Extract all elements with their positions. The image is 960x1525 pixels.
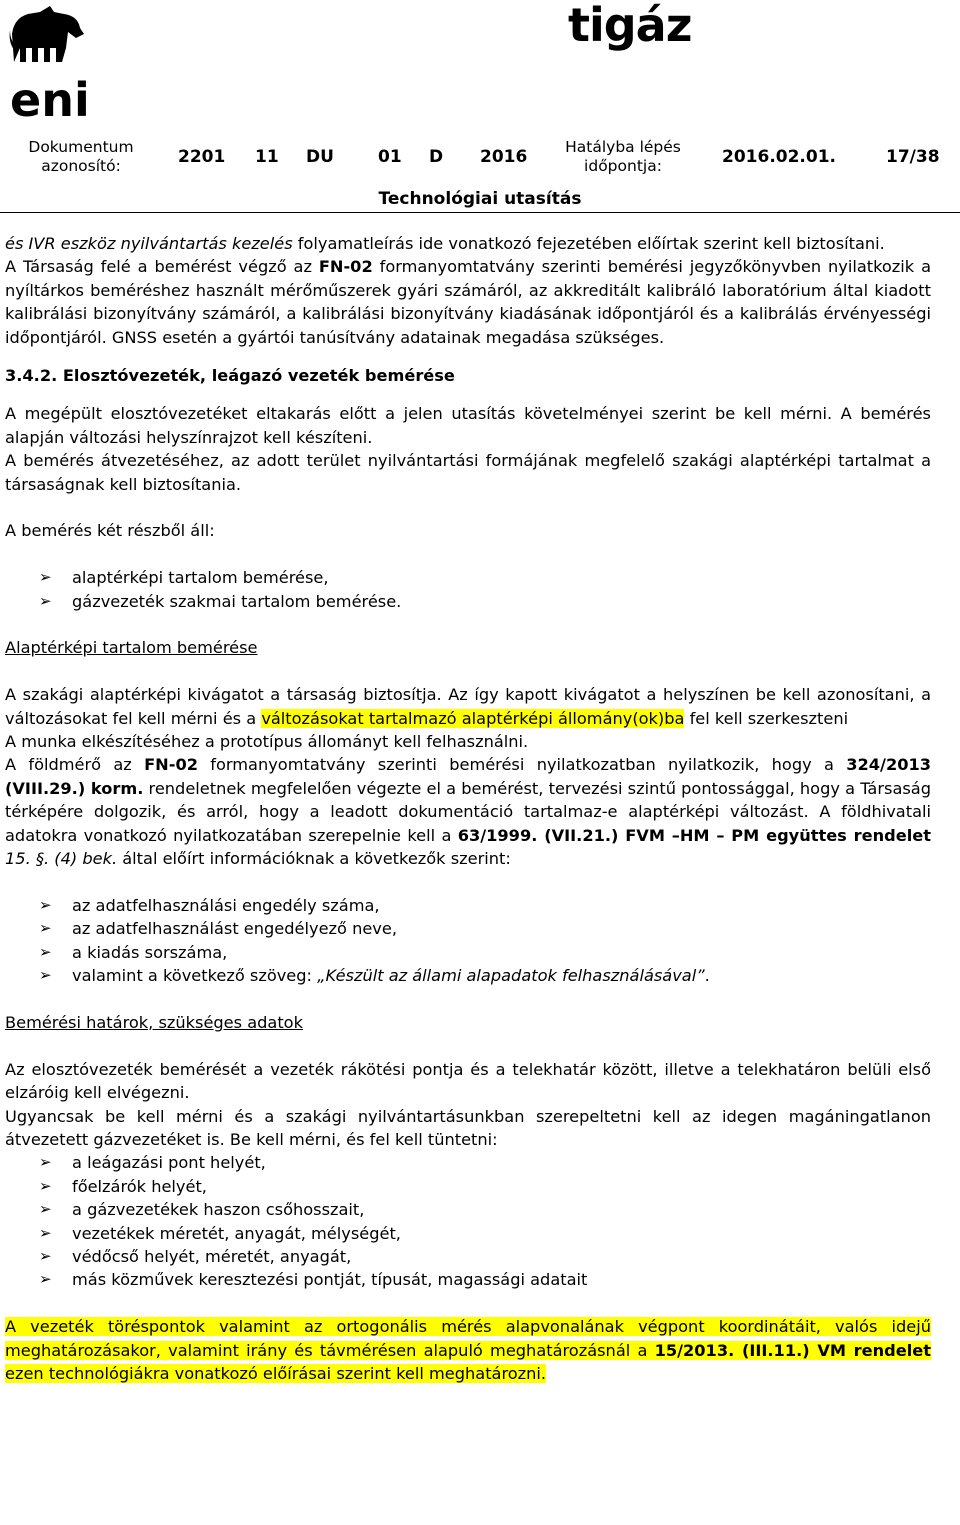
list-item: ➢ más közművek keresztezési pontját, típusát, magassági adatait	[5, 1268, 931, 1291]
paragraph: Az elosztóvezeték bemérését a vezeték rákötési pontja és a telekhatár között, illetve a telekhatáron belüli első elzáróig kell elvégezni.	[5, 1059, 931, 1103]
paragraph: A munka elkészítéséhez a prototípus állományt kell felhasználni.	[5, 732, 529, 752]
arrow-bullet-icon: ➢	[39, 1176, 52, 1195]
eni-logo	[6, 4, 98, 120]
paragraph: A földmérő az FN-02 formanyomtatvány szerinti bemérési nyilatkozatban nyilatkozik, hogy a 324/2013 (VIII.29.) korm. rendeletnek megfelelően végezte el a bemérést, tervezési szintű pontossággal, hogy a Társaság térképére dolgozik, és arról, hogy a leadott dokumentáció tartalmaz-e alaptérképi változást. A földhivatali adatokra vonatkozó nyilatkozatában szerepelnie kell a 63/1999. (VII.21.) FVM –HM – PM együttes rendelet 15. §. (4) bek. által előírt információknak a következők szerint:	[5, 755, 932, 869]
arrow-bullet-icon: ➢	[39, 1200, 52, 1219]
doc-id-part-5: D	[429, 147, 444, 167]
doc-id-part-2: 11	[255, 147, 279, 167]
bullet-list	[5, 1151, 931, 1291]
paragraph: A szakági alaptérképi kivágatot a társaság biztosítja. Az így kapott kivágatot a helyszínen be kell azonosítani, a változásokat fel kell mérni és a változásokat tartalmazó alaptérképi állomány(ok)ba fel kell szerkeszteni	[5, 685, 931, 728]
doc-id-part-6: 2016	[480, 147, 528, 167]
paragraph: A Társaság felé a bemérést végző az FN-02 formanyomtatvány szerinti bemérési jegyzőkönyvben nyilatkozik a nyíltárkos beméréshez használt mérőműszerek gyári számáról, az akkreditált kalibráló laboratórium által kiadott kalibrálási bizonyítvány számáról, a kalibrálási bizonyítvány kiadásának időpontjáról és a kalibrálás érvényességi időpontjáról. GNSS esetén a gyártói tanúsítvány adatainak megadása szükséges.	[5, 257, 931, 347]
effective-date: 2016.02.01.	[722, 147, 837, 167]
tigaz-logo: tigáz	[568, 0, 692, 52]
document-type: Technológiai utasítás	[378, 189, 582, 209]
doc-id-part-3: DU	[306, 147, 334, 167]
subheading: Alaptérképi tartalom bemérése	[5, 638, 258, 658]
effective-label: Hatályba lépés időpontja:	[565, 138, 681, 175]
bullet-list	[5, 566, 931, 613]
list-item: ➢ a gázvezetékek haszon csőhosszait,	[5, 1198, 931, 1221]
arrow-bullet-icon: ➢	[39, 591, 52, 610]
list-item: ➢ a leágazási pont helyét,	[5, 1151, 931, 1174]
list-item: ➢ gázvezeték szakmai tartalom bemérése.	[5, 590, 931, 613]
arrow-bullet-icon: ➢	[39, 1270, 52, 1289]
arrow-bullet-icon: ➢	[39, 1153, 52, 1172]
paragraph: és IVR eszköz nyilvántartás kezelés folyamatleírás ide vonatkozó fejezetében előírtak szerint kell biztosítani.	[5, 234, 885, 253]
list-item: ➢ védőcső helyét, méretét, anyagát,	[5, 1245, 931, 1268]
paragraph: Ugyancsak be kell mérni és a szakági nyilvántartásunkban szerepeltetni kell az idegen magáningatlanon átvezetett gázvezetéket is. Be kell mérni, és fel kell tüntetni:	[5, 1106, 931, 1149]
list-item: ➢ valamint a következő szöveg: „Készült az állami alapadatok felhasználásával”.	[5, 964, 931, 987]
list-item: ➢ vezetékek méretét, anyagát, mélységét,	[5, 1222, 931, 1245]
paragraph: A bemérés átvezetéséhez, az adott terület nyilvántartási formájának megfelelő szakági alaptérképi tartalmat a társaságnak kell biztosítania.	[5, 451, 931, 494]
document-body	[5, 232, 931, 1385]
page-number: 17/38	[886, 147, 940, 167]
arrow-bullet-icon: ➢	[39, 1223, 52, 1242]
paragraph: A bemérés két részből áll:	[5, 521, 215, 541]
arrow-bullet-icon: ➢	[39, 919, 52, 938]
list-item: ➢ az adatfelhasználást engedélyező neve,	[5, 917, 931, 940]
list-item: ➢ a kiadás sorszáma,	[5, 941, 931, 964]
highlighted-paragraph: A vezeték töréspontok valamint az ortogonális mérés alapvonalának végpont koordinátáit, valós idejű meghatározásakor, valamint irány és távmérésen alapuló meghatározásnál a 15/2013. (III.11.) VM rendelet ezen technológiákra vonatkozó előírásai szerint kell meghatározni.	[5, 1317, 931, 1383]
list-item: ➢ főelzárók helyét,	[5, 1175, 931, 1198]
header-divider	[0, 212, 960, 213]
subheading: Bemérési határok, szükséges adatok	[5, 1012, 303, 1032]
list-item: ➢ az adatfelhasználási engedély száma,	[5, 894, 931, 917]
arrow-bullet-icon: ➢	[39, 1246, 52, 1265]
doc-id-part-4: 01	[378, 147, 402, 167]
arrow-bullet-icon: ➢	[39, 942, 52, 961]
doc-id-part-1: 2201	[178, 147, 226, 167]
arrow-bullet-icon: ➢	[39, 895, 52, 914]
arrow-bullet-icon: ➢	[39, 568, 52, 587]
paragraph: A megépült elosztóvezetéket eltakarás előtt a jelen utasítás követelményei szerint be kell mérni. A bemérés alapján változási helyszínrajzot kell készíteni.	[5, 404, 931, 447]
svg-text:eni: eni	[10, 73, 90, 120]
doc-id-label: Dokumentum azonosító:	[28, 138, 134, 175]
arrow-bullet-icon: ➢	[39, 966, 52, 985]
section-heading: 3.4.2. Elosztóvezeték, leágazó vezeték bemérése	[5, 366, 455, 386]
bullet-list	[5, 894, 931, 988]
list-item: ➢ alaptérképi tartalom bemérése,	[5, 566, 931, 589]
